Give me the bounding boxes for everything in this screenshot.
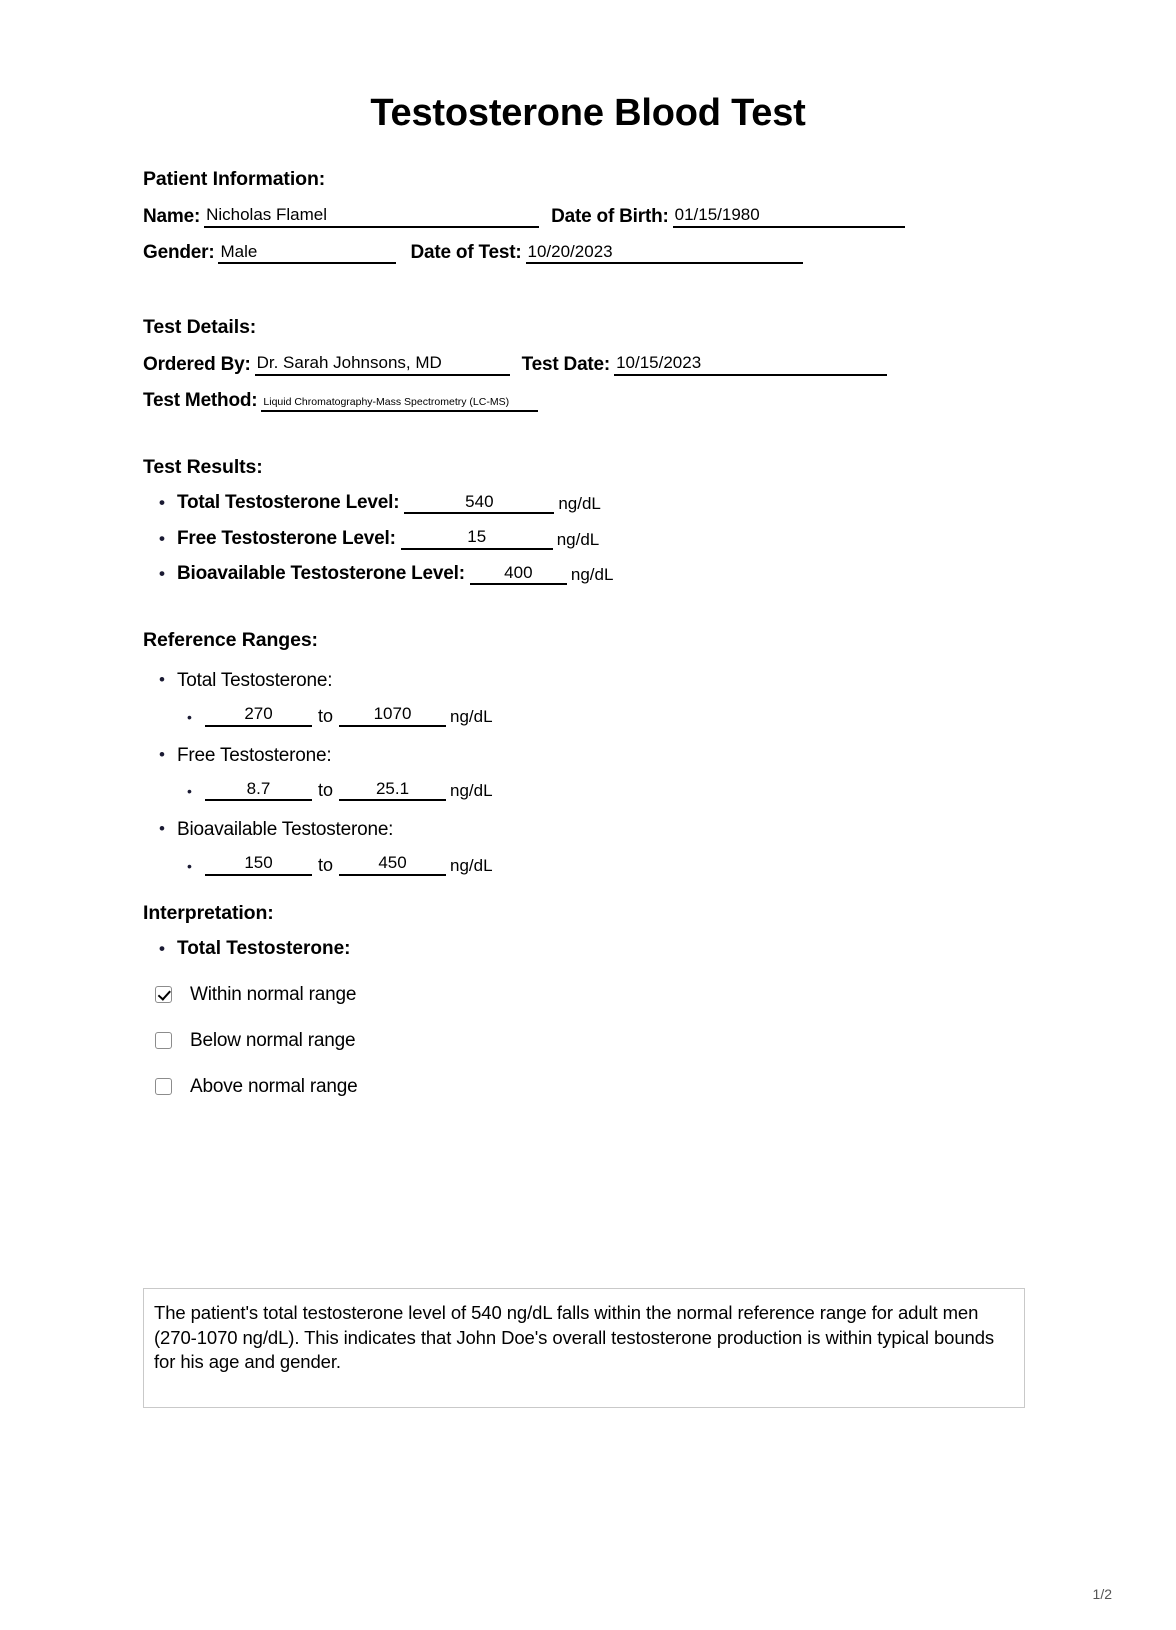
bioavailable-range-high-field[interactable]: 450 — [339, 853, 446, 876]
list-item — [143, 938, 1043, 960]
checkbox-icon[interactable] — [155, 1078, 172, 1095]
ordered-by-label: Ordered By: — [143, 353, 251, 375]
patient-information-heading: Patient Information: — [143, 168, 326, 190]
section-spacer — [143, 585, 1043, 629]
free-testosterone-value-field[interactable]: 15 — [401, 527, 553, 550]
interpretation-option-within-normal-range[interactable] — [143, 984, 1043, 1006]
gender-label: Gender: — [143, 242, 215, 264]
range-to-word: to — [318, 780, 334, 801]
list-item: • Bioavailable Testosterone: — [143, 819, 1043, 841]
bioavailable-range-unit: ng/dL — [450, 855, 493, 875]
range-to-word: to — [318, 705, 334, 726]
reference-ranges-list — [143, 670, 1043, 876]
total-range-unit: ng/dL — [450, 706, 493, 726]
list-item — [143, 492, 1043, 515]
list-item — [143, 527, 1043, 550]
name-label: Name: — [143, 205, 201, 227]
test-details-heading: Test Details: — [143, 316, 257, 339]
free-testosterone-unit: ng/dL — [556, 529, 600, 549]
total-testosterone-value-field[interactable]: 540 — [404, 492, 554, 515]
bioavailable-testosterone-value-field[interactable]: 400 — [470, 563, 567, 586]
test-date-label: Test Date: — [521, 353, 611, 375]
section-spacer — [143, 264, 1043, 316]
ordered-by-field[interactable]: Dr. Sarah Johnsons, MD — [255, 353, 510, 376]
page-title: Testosterone Blood Test — [370, 92, 806, 134]
interpretation-summary-text: The patient's total testosterone level of 540 ng/dL falls within the normal reference range for adult men (270-1070 ng/dL). This indicates that John Doe's overall testosterone production is within typical bounds for his age and gender. — [154, 1302, 995, 1373]
ordered-by-row — [143, 353, 1043, 376]
checkbox-checked-icon[interactable] — [155, 986, 172, 1003]
interpretation-heading: Interpretation: — [143, 901, 274, 924]
date-of-birth-field[interactable]: 01/15/1980 — [673, 205, 905, 228]
test-results-list — [143, 492, 1043, 586]
section-spacer — [143, 412, 1043, 456]
date-of-birth-label: Date of Birth: — [551, 205, 669, 227]
date-of-test-field[interactable]: 10/20/2023 — [526, 242, 803, 265]
free-testosterone-label: • Free Testosterone Level: — [177, 527, 396, 549]
date-of-test-label: Date of Test: — [410, 242, 522, 264]
bioavailable-range-low-field[interactable]: • 150 — [205, 853, 312, 876]
option-label: Within normal range — [190, 983, 357, 1005]
gender-field[interactable]: Male — [218, 242, 396, 265]
list-item — [143, 563, 1043, 586]
bioavailable-testosterone-range-row — [143, 853, 1043, 876]
page-number: 1/2 — [1092, 1586, 1112, 1602]
interpretation-option-above-normal-range[interactable] — [143, 1076, 1043, 1098]
option-label: Above normal range — [190, 1075, 358, 1097]
free-range-unit: ng/dL — [450, 781, 493, 801]
interpretation-subject-label: • Total Testosterone: — [177, 937, 351, 959]
total-testosterone-label: • Total Testosterone Level: — [177, 492, 400, 514]
document-body — [143, 168, 1043, 1098]
test-date-field[interactable]: 10/15/2023 — [614, 353, 887, 376]
free-testosterone-range-row — [143, 779, 1043, 802]
total-range-high-field[interactable]: 1070 — [339, 704, 446, 727]
option-label: Below normal range — [190, 1029, 356, 1051]
total-testosterone-range-row — [143, 704, 1043, 727]
test-method-label: Test Method: — [143, 389, 258, 411]
interpretation-subject-list — [143, 938, 1043, 960]
list-item: • Total Testosterone: — [143, 670, 1043, 692]
range-to-word: to — [318, 854, 334, 875]
bioavailable-testosterone-unit: ng/dL — [570, 565, 614, 585]
total-range-low-field[interactable]: • 270 — [205, 704, 312, 727]
total-testosterone-unit: ng/dL — [558, 494, 601, 514]
free-range-low-field[interactable]: • 8.7 — [205, 779, 312, 802]
test-method-field[interactable]: Liquid Chromatography-Mass Spectrometry (LC-MS) — [261, 396, 538, 412]
list-item: • Free Testosterone: — [143, 745, 1043, 767]
checkbox-icon[interactable] — [155, 1032, 172, 1049]
free-range-high-field[interactable]: 25.1 — [339, 779, 446, 802]
reference-ranges-heading: Reference Ranges: — [143, 629, 318, 652]
test-method-row — [143, 390, 1043, 412]
interpretation-summary-box — [143, 1288, 1025, 1408]
interpretation-option-below-normal-range[interactable] — [143, 1030, 1043, 1052]
patient-gender-row — [143, 242, 1043, 265]
test-results-heading: Test Results: — [143, 455, 263, 478]
patient-name-row — [143, 205, 1043, 228]
bioavailable-testosterone-label: • Bioavailable Testosterone Level: — [177, 563, 465, 585]
name-field[interactable]: Nicholas Flamel — [204, 205, 539, 228]
